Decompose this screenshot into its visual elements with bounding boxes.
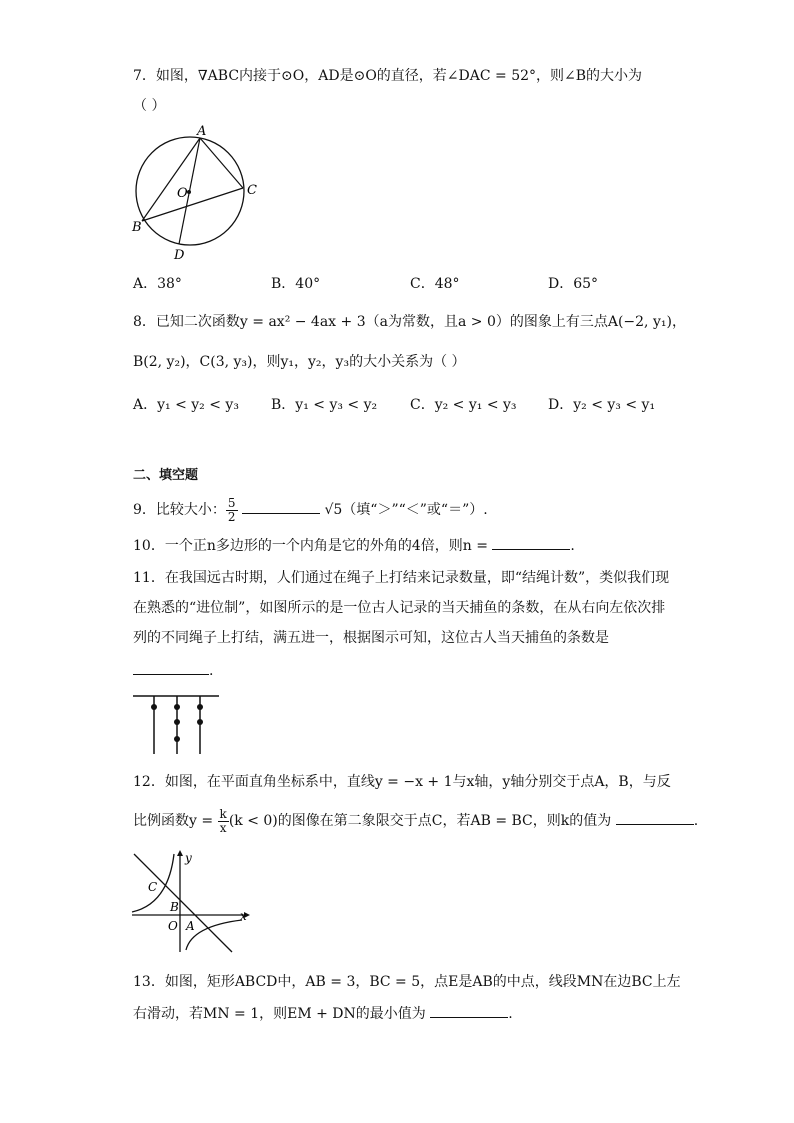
q10-text: 10．一个正n多边形的一个内角是它的外角的4倍，则n = bbox=[133, 538, 488, 554]
label-a: A bbox=[197, 124, 207, 139]
line-graph bbox=[134, 854, 232, 952]
q12-answer-blank[interactable] bbox=[616, 810, 694, 825]
q11-stem-line2: 在熟悉的“进位制”，如图所示的是一位古人记录的当天捕鱼的条数，在从右向左依次排 bbox=[133, 600, 666, 616]
label-c: C bbox=[148, 880, 158, 894]
q8-option-b[interactable]: B．y₁ < y₃ < y₂ bbox=[271, 397, 378, 413]
label-x: x bbox=[240, 909, 247, 923]
q12-stem-line2 bbox=[133, 806, 698, 836]
knot bbox=[197, 704, 203, 710]
q8-option-a[interactable]: A．y₁ < y₂ < y₃ bbox=[133, 397, 239, 413]
q11-stem-line3: 列的不同绳子上打结，满五进一，根据图示可知，这位古人当天捕鱼的条数是 bbox=[133, 630, 609, 646]
q10-end: . bbox=[570, 538, 575, 554]
q8-stem-line2: B(2, y₂)，C(3, y₃)，则y₁，y₂，y₃的大小关系为（ ） bbox=[133, 354, 466, 370]
knot bbox=[174, 719, 180, 725]
q12-fraction: $\frac{k}{x}$ bbox=[219, 806, 227, 835]
q13-stem-line2 bbox=[133, 1003, 513, 1024]
q11-end: . bbox=[209, 663, 214, 679]
q10-answer-blank[interactable] bbox=[492, 535, 570, 550]
knot bbox=[151, 704, 157, 710]
q7-option-d[interactable]: D．65° bbox=[548, 276, 599, 292]
knot bbox=[174, 704, 180, 710]
label-b: B bbox=[132, 220, 142, 235]
q9-prefix: 9．比较大小： bbox=[133, 502, 226, 518]
label-o: O bbox=[168, 919, 178, 933]
q13-answer-blank[interactable] bbox=[430, 1003, 508, 1018]
chord-bc bbox=[142, 188, 243, 221]
q11-knot-rope-figure bbox=[130, 688, 222, 758]
q12-line2-pre: 比例函数y = bbox=[133, 813, 214, 829]
q11-stem-line1: 11．在我国远古时期，人们通过在绳子上打结来记录数量，即“结绳计数”，类似我们现 bbox=[133, 570, 670, 586]
section-heading: 二、填空题 bbox=[133, 468, 199, 483]
q7-option-a[interactable]: A．38° bbox=[133, 276, 182, 292]
q13-line2-text: 右滑动，若MN = 1，则EM + DN的最小值为 bbox=[133, 1006, 426, 1022]
knot bbox=[197, 719, 203, 725]
q12-end: . bbox=[693, 813, 699, 829]
q13-stem-line1: 13．如图，矩形ABCD中，AB = 3，BC = 5，点E是AB的中点，线段MN在边BC上左 bbox=[133, 974, 681, 990]
q10-stem bbox=[133, 535, 575, 556]
q9-fraction: $\frac{5}{2}$ bbox=[227, 495, 236, 524]
q7-option-c[interactable]: C．48° bbox=[410, 276, 460, 292]
q12-coordinate-figure bbox=[130, 848, 254, 956]
q9-suffix: （填“＞”“＜”或“＝”）. bbox=[342, 502, 488, 518]
q7-stem-line1: 7．如图，∇ABC内接于⊙O，AD是⊙O的直径，若∠DAC = 52°，则∠B的大小为 bbox=[133, 68, 643, 84]
label-y: y bbox=[185, 851, 192, 865]
q12-line2-post: (k < 0)的图像在第二象限交于点C，若AB = BC，则k的值为 bbox=[228, 813, 612, 829]
label-d: D bbox=[174, 248, 185, 263]
q9-stem bbox=[133, 496, 488, 524]
label-c: C bbox=[247, 183, 257, 198]
q9-answer-blank[interactable] bbox=[242, 499, 320, 514]
q7-circle-figure bbox=[128, 122, 268, 264]
q11-answer-line bbox=[133, 660, 213, 681]
q8-option-c[interactable]: C．y₂ < y₁ < y₃ bbox=[410, 397, 517, 413]
q7-answer-bracket: （ ） bbox=[133, 98, 166, 114]
q7-option-b[interactable]: B．40° bbox=[271, 276, 321, 292]
label-b: B bbox=[170, 900, 179, 914]
q8-stem-line1: 8．已知二次函数y = ax² − 4ax + 3（a为常数，且a > 0）的图象上有三点A(−2, y₁)， bbox=[133, 314, 686, 330]
label-a: A bbox=[186, 919, 195, 933]
y-axis-arrow bbox=[177, 850, 183, 856]
q9-sqrt: √5 bbox=[324, 502, 343, 518]
q12-stem-line1: 12．如图，在平面直角坐标系中，直线y = −x + 1与x轴，y轴分别交于点A，B，与反 bbox=[133, 774, 671, 790]
label-o: O bbox=[177, 186, 188, 201]
knot bbox=[174, 736, 180, 742]
q8-option-d[interactable]: D．y₂ < y₃ < y₁ bbox=[548, 397, 656, 413]
q11-answer-blank[interactable] bbox=[133, 660, 209, 675]
q13-end: . bbox=[508, 1006, 513, 1022]
